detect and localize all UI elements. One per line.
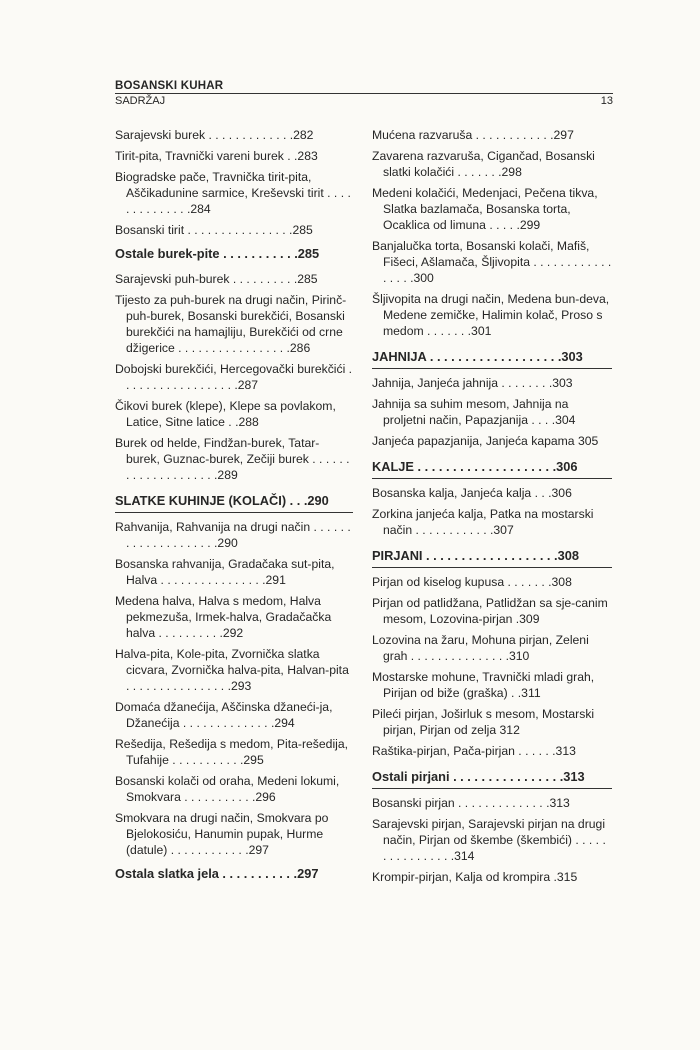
toc-entry: Medena halva, Halva s medom, Halva pekmezuša, Irmek-halva, Gradačačka halva . . . . . . . . . .292: [115, 594, 332, 640]
section-title: SADRŽAJ: [115, 95, 166, 107]
toc-entry: Pileći pirjan, Joširluk s mesom, Mostarski pirjan, Pirjan od zelja 312: [372, 707, 595, 737]
toc-entry: Bosanski tirit . . . . . . . . . . . . . . . .285: [115, 223, 313, 237]
toc-entry: Sarajevski pirjan, Sarajevski pirjan na drugi način, Pirjan od škembe (škembići) . . . . . . . . . . . . . . . .314: [372, 817, 606, 863]
running-head: [115, 80, 613, 107]
toc-entry: Lozovina na žaru, Mohuna pirjan, Zeleni grah . . . . . . . . . . . . . . .310: [372, 633, 589, 663]
toc-entry: Janjeća papazjanija, Janjeća kapama 305: [372, 434, 599, 448]
toc-entry: Rahvanija, Rahvanija na drugi način . . . . . . . . . . . . . . . . . . . .290: [115, 520, 351, 550]
toc-entry: Sarajevski burek . . . . . . . . . . . . .282: [115, 128, 314, 142]
header-rule: [115, 93, 613, 94]
toc-entry: Krompir-pirjan, Kalja od krompira .315: [372, 870, 578, 884]
toc-section-heading: Ostali pirjani . . . . . . . . . . . . . . . .313: [372, 769, 612, 789]
toc-section-heading: JAHNIJA . . . . . . . . . . . . . . . . . . .303: [372, 349, 612, 369]
toc-entry: Raštika-pirjan, Pača-pirjan . . . . . .313: [372, 744, 576, 758]
toc-section-heading: KALJE . . . . . . . . . . . . . . . . . . . .306: [372, 459, 612, 479]
toc-entry: Medeni kolačići, Medenjaci, Pečena tikva, Slatka bazlamača, Bosanska torta, Ocaklica od limuna . . . . .299: [372, 186, 598, 232]
toc-entry: Smokvara na drugi način, Smokvara po Bjelokosiću, Hanumin pupak, Hurme (datule) . . . . . . . . . . . .297: [115, 811, 329, 857]
toc-section-heading: Ostala slatka jela . . . . . . . . . . .297: [115, 866, 319, 881]
toc-entry: Biogradske pače, Travnička tirit-pita, Aščikadunine sarmice, Kreševski tirit . . . . . . . . . . . . . .284: [115, 170, 351, 216]
toc-section-heading: SLATKE KUHINJE (KOLAČI) . . .290: [115, 493, 353, 513]
toc-entry: Banjalučka torta, Bosanski kolači, Mafiš, Fišeci, Ašlamača, Šljivopita . . . . . . . . . . . . . . . . .300: [372, 239, 612, 285]
toc-entry: Mućena razvaruša . . . . . . . . . . . .297: [372, 128, 574, 142]
page-number: 13: [600, 95, 613, 107]
toc-entry: Šljivopita na drugi način, Medena bun-deva, Medene zemičke, Halimin kolač, Proso s medom . . . . . . .301: [372, 292, 610, 338]
toc-entry: Tijesto za puh-burek na drugi način, Pirinč-puh-burek, Bosanski burekčići, Bosanski burekčići na hamajliju, Burekčići od crne džigerice . . . . . . . . . . . . . . . . .286: [115, 293, 347, 355]
toc-section-heading: Ostale burek-pite . . . . . . . . . . .285: [115, 246, 320, 261]
toc-entry: Pirjan od kiselog kupusa . . . . . . .308: [372, 575, 572, 589]
toc-entry: Čikovi burek (klepe), Klepe sa povlakom, Latice, Sitne latice . .288: [115, 399, 336, 429]
toc-entry: Rešedija, Rešedija s medom, Pita-rešedija, Tufahije . . . . . . . . . . .295: [115, 737, 349, 767]
toc-entry: Zorkina janjeća kalja, Patka na mostarski način . . . . . . . . . . . .307: [372, 507, 594, 537]
toc-entry: Bosanski pirjan . . . . . . . . . . . . . .313: [372, 796, 570, 810]
toc-entry: Zavarena razvaruša, Cigančad, Bosanski slatki kolačići . . . . . . .298: [372, 149, 595, 179]
toc-entry: Jahnija sa suhim mesom, Jahnija na proljetni način, Papazjanija . . . .304: [372, 397, 576, 427]
toc-entry: Jahnija, Janjeća jahnija . . . . . . . .303: [372, 376, 573, 390]
toc-entry: Bosanska kalja, Janjeća kalja . . .306: [372, 486, 572, 500]
toc-entry: Bosanski kolači od oraha, Medeni lokumi, Smokvara . . . . . . . . . . .296: [115, 774, 340, 804]
toc-entry: Burek od helde, Findžan-burek, Tatar-burek, Guznac-burek, Zečiji burek . . . . . . . . . . . . . . . . . . . .289: [115, 436, 350, 482]
toc-entry: Tirit-pita, Travnički vareni burek . .283: [115, 149, 318, 163]
toc-column-right: [372, 127, 612, 890]
toc-entry: Mostarske mohune, Travnički mladi grah, Pirijan od biže (graška) . .311: [372, 670, 595, 700]
toc-entry: Dobojski burekčići, Hercegovački burekčići . . . . . . . . . . . . . . . . . .287: [115, 362, 353, 392]
toc-entry: Sarajevski puh-burek . . . . . . . . . .285: [115, 272, 318, 286]
toc-entry: Pirjan od patlidžana, Patlidžan sa sje-canim mesom, Lozovina-pirjan .309: [372, 596, 608, 626]
toc-entry: Bosanska rahvanija, Gradačaka sut-pita, Halva . . . . . . . . . . . . . . . .291: [115, 557, 335, 587]
toc-section-heading: PIRJANI . . . . . . . . . . . . . . . . . . .308: [372, 548, 612, 568]
toc-column-left: [115, 127, 353, 891]
book-title: BOSANSKI KUHAR: [115, 80, 224, 92]
toc-entry: Domaća džanećija, Aščinska džaneći-ja, Džanećija . . . . . . . . . . . . . .294: [115, 700, 333, 730]
toc-entry: Halva-pita, Kole-pita, Zvornička slatka cicvara, Zvornička halva-pita, Halvan-pita . . . . . . . . . . . . . . . .293: [115, 647, 349, 693]
